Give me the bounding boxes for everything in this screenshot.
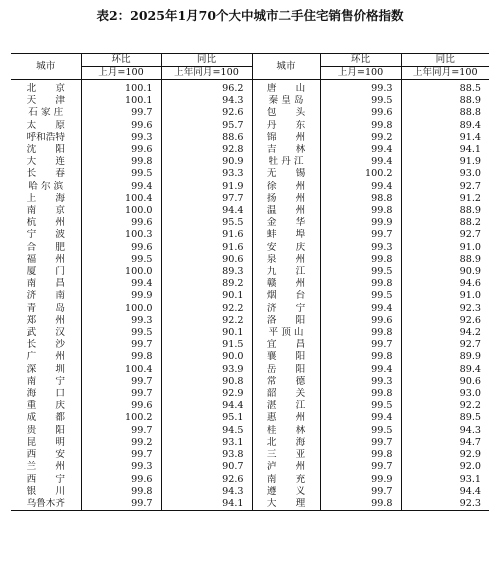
city-cell-right: 安 庆 — [252, 242, 320, 254]
yoy-cell-right: 91.0 — [401, 290, 489, 302]
yoy-cell-left: 95.5 — [161, 217, 252, 229]
mom-cell-right: 98.8 — [320, 193, 401, 205]
table-row — [11, 474, 489, 486]
mom-cell-right: 99.7 — [320, 437, 401, 449]
mom-cell-right: 99.9 — [320, 474, 401, 486]
mom-cell-right: 99.4 — [320, 364, 401, 376]
yoy-cell-left: 95.1 — [161, 412, 252, 424]
city-cell-right: 牡 丹 江 — [252, 156, 320, 168]
city-cell-right: 秦 皇 岛 — [252, 95, 320, 107]
table-body — [11, 80, 489, 511]
city-cell-left: 沈 阳 — [26, 144, 65, 156]
header-row-1 — [11, 54, 489, 67]
table-row — [11, 303, 489, 315]
yoy-cell-left: 94.4 — [161, 205, 252, 217]
yoy-cell-left: 92.8 — [161, 144, 252, 156]
city-cell-left: 兰 州 — [26, 461, 65, 473]
mom-cell-right: 99.8 — [320, 388, 401, 400]
city-cell-right: 宜 昌 — [252, 339, 320, 351]
table-row — [11, 266, 489, 278]
city-cell-right: 徐 州 — [252, 181, 320, 193]
mom-cell-left: 99.3 — [81, 461, 161, 473]
mom-cell-right: 99.4 — [320, 181, 401, 193]
mom-cell-right: 99.8 — [320, 278, 401, 290]
city-cell-left: 银 川 — [26, 485, 65, 497]
city-cell-right: 泸 州 — [252, 461, 320, 473]
city-cell-left: 石 家 庄 — [28, 107, 64, 119]
city-cell-left: 长 春 — [26, 168, 65, 180]
yoy-cell-left: 94.3 — [161, 95, 252, 107]
city-cell-right: 大 理 — [252, 498, 320, 511]
table-row — [11, 486, 489, 498]
yoy-cell-left: 91.6 — [161, 242, 252, 254]
mom-cell-left: 99.2 — [81, 437, 161, 449]
city-cell-left: 昆 明 — [26, 436, 65, 448]
mom-cell-left: 99.5 — [81, 327, 161, 339]
table-row — [11, 315, 489, 327]
header-yoy-right: 同比 — [401, 54, 489, 67]
city-cell-right: 丹 东 — [252, 120, 320, 132]
header-city-right: 城市 — [252, 54, 320, 80]
city-cell-right: 惠 州 — [252, 412, 320, 424]
table-row — [11, 217, 489, 229]
city-cell-right: 遵 义 — [252, 486, 320, 498]
mom-cell-left: 99.8 — [81, 486, 161, 498]
mom-cell-left: 100.4 — [81, 193, 161, 205]
mom-cell-left: 99.6 — [81, 217, 161, 229]
yoy-cell-right: 92.3 — [401, 303, 489, 315]
table-row — [11, 425, 489, 437]
mom-cell-left: 99.7 — [81, 339, 161, 351]
mom-cell-right: 99.3 — [320, 242, 401, 254]
city-cell-left: 武 汉 — [26, 327, 65, 339]
city-cell-left: 重 庆 — [26, 400, 65, 412]
city-cell-left: 乌鲁木齐 — [11, 498, 81, 511]
table-row — [11, 229, 489, 241]
city-cell-left: 深 圳 — [26, 363, 65, 375]
yoy-cell-right: 94.4 — [401, 486, 489, 498]
header-city-left: 城市 — [11, 54, 81, 80]
city-cell-left: 青 岛 — [26, 302, 65, 314]
table-row — [11, 461, 489, 473]
city-cell-left: 郑 州 — [26, 314, 65, 326]
table-row — [11, 120, 489, 132]
yoy-cell-left: 90.0 — [161, 351, 252, 363]
city-cell-right: 九 江 — [252, 266, 320, 278]
city-cell-left: 杭 州 — [26, 217, 65, 229]
mom-cell-left: 99.7 — [81, 107, 161, 119]
table-row — [11, 388, 489, 400]
table-row — [11, 449, 489, 461]
mom-cell-right: 99.5 — [320, 400, 401, 412]
city-cell-right: 南 充 — [252, 474, 320, 486]
mom-cell-left: 100.1 — [81, 95, 161, 107]
yoy-cell-right: 90.9 — [401, 266, 489, 278]
yoy-cell-left: 90.7 — [161, 461, 252, 473]
yoy-cell-left: 90.9 — [161, 156, 252, 168]
table-row — [11, 95, 489, 107]
mom-cell-left: 99.8 — [81, 351, 161, 363]
mom-cell-right: 99.8 — [320, 254, 401, 266]
yoy-cell-left: 94.5 — [161, 425, 252, 437]
yoy-cell-left: 90.8 — [161, 376, 252, 388]
yoy-cell-right: 91.2 — [401, 193, 489, 205]
yoy-cell-left: 90.1 — [161, 290, 252, 302]
city-cell-left: 济 南 — [26, 290, 65, 302]
city-cell-right: 桂 林 — [252, 425, 320, 437]
mom-cell-left: 100.1 — [81, 83, 161, 95]
mom-cell-right: 99.5 — [320, 290, 401, 302]
mom-cell-right: 99.7 — [320, 229, 401, 241]
city-cell-left: 广 州 — [26, 351, 65, 363]
city-cell-left: 海 口 — [26, 388, 65, 400]
yoy-cell-right: 89.9 — [401, 351, 489, 363]
yoy-cell-right: 91.0 — [401, 242, 489, 254]
yoy-cell-right: 92.7 — [401, 229, 489, 241]
table-row — [11, 290, 489, 302]
yoy-cell-left: 91.5 — [161, 339, 252, 351]
table-row — [11, 107, 489, 119]
table-row — [11, 327, 489, 339]
city-cell-left: 贵 阳 — [26, 424, 65, 436]
table-row — [11, 351, 489, 363]
city-cell-left: 南 宁 — [26, 375, 65, 387]
header-yoy-base-right: 上年同月=100 — [401, 67, 489, 80]
mom-cell-right: 99.8 — [320, 120, 401, 132]
yoy-cell-right: 94.7 — [401, 437, 489, 449]
yoy-cell-right: 94.6 — [401, 278, 489, 290]
table-row — [11, 254, 489, 266]
city-cell-right: 济 宁 — [252, 303, 320, 315]
mom-cell-left: 99.6 — [81, 120, 161, 132]
city-cell-right: 岳 阳 — [252, 364, 320, 376]
yoy-cell-left: 94.1 — [161, 498, 252, 511]
yoy-cell-left: 97.7 — [161, 193, 252, 205]
mom-cell-left: 99.3 — [81, 132, 161, 144]
table-row — [11, 83, 489, 95]
mom-cell-right: 99.2 — [320, 132, 401, 144]
yoy-cell-right: 92.3 — [401, 498, 489, 511]
yoy-cell-right: 92.9 — [401, 449, 489, 461]
city-cell-right: 包 头 — [252, 107, 320, 119]
table-row — [11, 156, 489, 168]
yoy-cell-right: 88.5 — [401, 83, 489, 95]
yoy-cell-right: 93.1 — [401, 474, 489, 486]
city-cell-right: 赣 州 — [252, 278, 320, 290]
mom-cell-left: 99.5 — [81, 254, 161, 266]
city-cell-right: 湛 江 — [252, 400, 320, 412]
table-row — [11, 437, 489, 449]
yoy-cell-right: 90.6 — [401, 376, 489, 388]
mom-cell-left: 99.6 — [81, 144, 161, 156]
mom-cell-right: 99.3 — [320, 376, 401, 388]
mom-cell-left: 99.6 — [81, 242, 161, 254]
city-cell-right: 洛 阳 — [252, 315, 320, 327]
table-row — [11, 364, 489, 376]
city-cell-left: 西 宁 — [26, 473, 65, 485]
mom-cell-left: 99.4 — [81, 278, 161, 290]
city-cell-right: 扬 州 — [252, 193, 320, 205]
header-mom-base-right: 上月=100 — [320, 67, 401, 80]
city-cell-left: 西 安 — [26, 449, 65, 461]
city-cell-left: 上 海 — [26, 192, 65, 204]
city-cell-right: 韶 关 — [252, 388, 320, 400]
mom-cell-left: 100.0 — [81, 303, 161, 315]
yoy-cell-right: 93.0 — [401, 388, 489, 400]
yoy-cell-right: 94.1 — [401, 144, 489, 156]
mom-cell-left: 99.7 — [81, 425, 161, 437]
city-cell-left: 天 津 — [26, 95, 65, 107]
mom-cell-right: 99.8 — [320, 351, 401, 363]
mom-cell-left: 99.7 — [81, 388, 161, 400]
mom-cell-right: 99.8 — [320, 327, 401, 339]
mom-cell-left: 99.6 — [81, 474, 161, 486]
city-cell-left: 厦 门 — [26, 266, 65, 278]
mom-cell-right: 99.7 — [320, 461, 401, 473]
city-cell-left: 哈 尔 滨 — [28, 180, 64, 192]
yoy-cell-left: 93.9 — [161, 364, 252, 376]
mom-cell-left: 99.4 — [81, 181, 161, 193]
mom-cell-left: 100.2 — [81, 412, 161, 424]
header-mom-left: 环比 — [81, 54, 161, 67]
table-row — [11, 205, 489, 217]
table-row — [11, 339, 489, 351]
mom-cell-left: 99.5 — [81, 168, 161, 180]
yoy-cell-right: 88.9 — [401, 205, 489, 217]
yoy-cell-right: 89.5 — [401, 412, 489, 424]
yoy-cell-left: 91.9 — [161, 181, 252, 193]
mom-cell-right: 99.8 — [320, 498, 401, 511]
yoy-cell-left: 93.1 — [161, 437, 252, 449]
city-cell-left: 福 州 — [26, 253, 65, 265]
yoy-cell-left: 88.6 — [161, 132, 252, 144]
yoy-cell-right: 94.2 — [401, 327, 489, 339]
yoy-cell-left: 96.2 — [161, 83, 252, 95]
city-cell-right: 常 德 — [252, 376, 320, 388]
city-cell-left: 北 京 — [26, 83, 65, 94]
mom-cell-right: 99.8 — [320, 449, 401, 461]
city-cell-right: 北 海 — [252, 437, 320, 449]
mom-cell-right: 99.5 — [320, 95, 401, 107]
mom-cell-left: 99.7 — [81, 498, 161, 511]
mom-cell-right: 99.5 — [320, 266, 401, 278]
mom-cell-left: 100.4 — [81, 364, 161, 376]
city-cell-right: 唐 山 — [252, 83, 320, 95]
city-cell-right: 金 华 — [252, 217, 320, 229]
table-row — [11, 132, 489, 144]
city-cell-left: 宁 波 — [26, 229, 65, 241]
mom-cell-right: 99.5 — [320, 425, 401, 437]
city-cell-left: 长 沙 — [26, 339, 65, 351]
yoy-cell-right: 92.2 — [401, 400, 489, 412]
header-yoy-left: 同比 — [161, 54, 252, 67]
yoy-cell-right: 89.4 — [401, 120, 489, 132]
yoy-cell-left: 89.3 — [161, 266, 252, 278]
yoy-cell-left: 92.9 — [161, 388, 252, 400]
header-mom-base-left: 上月=100 — [81, 67, 161, 80]
yoy-cell-right: 88.8 — [401, 107, 489, 119]
mom-cell-left: 99.8 — [81, 156, 161, 168]
mom-cell-left: 99.7 — [81, 449, 161, 461]
city-cell-left: 南 昌 — [26, 278, 65, 290]
city-cell-left: 合 肥 — [26, 241, 65, 253]
yoy-cell-right: 92.6 — [401, 315, 489, 327]
city-cell-right: 锦 州 — [252, 132, 320, 144]
table-row — [11, 242, 489, 254]
city-cell-right: 蚌 埠 — [252, 229, 320, 241]
yoy-cell-left: 94.3 — [161, 486, 252, 498]
table-row — [11, 400, 489, 412]
mom-cell-right: 99.6 — [320, 315, 401, 327]
mom-cell-right: 99.4 — [320, 412, 401, 424]
city-cell-right: 平 顶 山 — [252, 327, 320, 339]
yoy-cell-right: 92.0 — [401, 461, 489, 473]
mom-cell-left: 99.9 — [81, 290, 161, 302]
table-row — [11, 144, 489, 156]
mom-cell-left: 99.6 — [81, 400, 161, 412]
city-cell-left: 呼和浩特 — [26, 131, 65, 143]
yoy-cell-right: 89.4 — [401, 364, 489, 376]
city-cell-right: 襄 阳 — [252, 351, 320, 363]
yoy-cell-right: 92.7 — [401, 339, 489, 351]
table-row — [11, 168, 489, 180]
yoy-cell-left: 90.6 — [161, 254, 252, 266]
city-cell-right: 泉 州 — [252, 254, 320, 266]
table-row — [11, 498, 489, 511]
mom-cell-left: 100.3 — [81, 229, 161, 241]
price-index-table — [11, 53, 489, 511]
yoy-cell-right: 91.4 — [401, 132, 489, 144]
yoy-cell-right: 88.9 — [401, 254, 489, 266]
yoy-cell-left: 91.6 — [161, 229, 252, 241]
mom-cell-right: 99.9 — [320, 217, 401, 229]
mom-cell-right: 99.7 — [320, 486, 401, 498]
mom-cell-left: 100.0 — [81, 205, 161, 217]
header-yoy-base-left: 上年同月=100 — [161, 67, 252, 80]
yoy-cell-left: 92.6 — [161, 474, 252, 486]
yoy-cell-left: 92.6 — [161, 107, 252, 119]
yoy-cell-right: 88.9 — [401, 95, 489, 107]
yoy-cell-left: 93.3 — [161, 168, 252, 180]
yoy-cell-left: 95.7 — [161, 120, 252, 132]
yoy-cell-left: 90.1 — [161, 327, 252, 339]
table-title: 表2：2025年1月70个大中城市二手住宅销售价格指数 — [96, 8, 404, 23]
city-cell-left: 南 京 — [26, 205, 65, 217]
city-cell-right: 烟 台 — [252, 290, 320, 302]
yoy-cell-left: 92.2 — [161, 303, 252, 315]
header-mom-right: 环比 — [320, 54, 401, 67]
city-cell-left: 太 原 — [26, 119, 65, 131]
city-cell-left: 成 都 — [26, 412, 65, 424]
city-cell-right: 温 州 — [252, 205, 320, 217]
mom-cell-right: 99.4 — [320, 156, 401, 168]
mom-cell-left: 99.7 — [81, 376, 161, 388]
header-row-2 — [11, 67, 489, 80]
mom-cell-right: 99.4 — [320, 144, 401, 156]
city-cell-left: 大 连 — [26, 156, 65, 168]
mom-cell-right: 99.7 — [320, 339, 401, 351]
mom-cell-left: 100.0 — [81, 266, 161, 278]
yoy-cell-right: 94.3 — [401, 425, 489, 437]
yoy-cell-left: 93.8 — [161, 449, 252, 461]
table-row — [11, 376, 489, 388]
yoy-cell-left: 94.4 — [161, 400, 252, 412]
yoy-cell-right: 93.0 — [401, 168, 489, 180]
mom-cell-right: 100.2 — [320, 168, 401, 180]
yoy-cell-left: 89.2 — [161, 278, 252, 290]
yoy-cell-right: 88.2 — [401, 217, 489, 229]
table-row — [11, 193, 489, 205]
table-row — [11, 412, 489, 424]
city-cell-right: 吉 林 — [252, 144, 320, 156]
table-row — [11, 278, 489, 290]
yoy-cell-left: 92.2 — [161, 315, 252, 327]
mom-cell-right: 99.3 — [320, 83, 401, 95]
mom-cell-right: 99.8 — [320, 205, 401, 217]
mom-cell-right: 99.6 — [320, 107, 401, 119]
yoy-cell-right: 92.7 — [401, 181, 489, 193]
mom-cell-right: 99.4 — [320, 303, 401, 315]
mom-cell-left: 99.3 — [81, 315, 161, 327]
city-cell-right: 无 锡 — [252, 168, 320, 180]
yoy-cell-right: 91.9 — [401, 156, 489, 168]
table-row — [11, 181, 489, 193]
city-cell-right: 三 亚 — [252, 449, 320, 461]
